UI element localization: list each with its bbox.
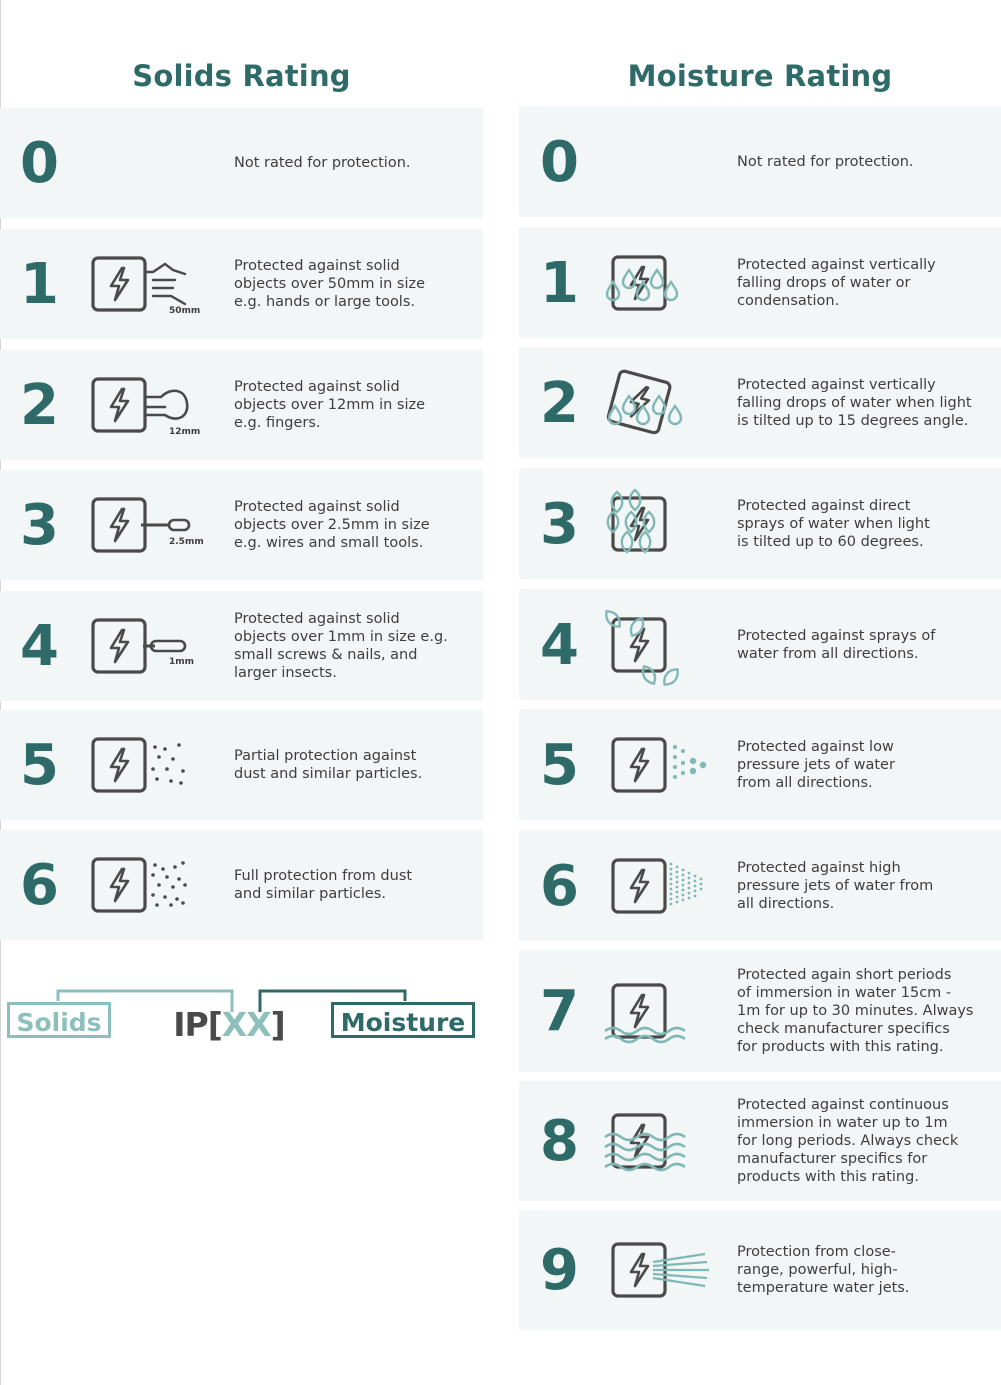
solids-rating-number: 2 bbox=[20, 373, 59, 438]
solids-rating-description: Protected against solid objects over 12mm in size e.g. fingers. bbox=[234, 379, 426, 431]
moisture-rating-description: Protection from close- range, powerful, high- temperature water jets. bbox=[737, 1244, 910, 1296]
size-label: 1mm bbox=[169, 657, 195, 667]
moisture-row-5 bbox=[519, 709, 1001, 820]
moisture-rating-description: Protected against continuous immersion in water up to 1m for long periods. Always check manufacturer specifics for products with this rating. bbox=[737, 1097, 959, 1185]
wire-icon bbox=[93, 620, 203, 690]
solids-row-4 bbox=[0, 591, 483, 701]
moisture-rating-description: Protected again short periods of immersion in water 15cm - 1m for up to 30 minutes. Always check manufacturer specifics for products with this rating. bbox=[737, 967, 974, 1055]
moisture-rating-description: Protected against vertically falling drops of water or condensation. bbox=[737, 257, 936, 309]
solids-rating-number: 0 bbox=[20, 131, 59, 196]
solids-rating-description: Full protection from dust and similar particles. bbox=[234, 868, 413, 902]
moisture-rating-number: 7 bbox=[540, 979, 579, 1044]
solids-rating-description: Protected against solid objects over 50mm in size e.g. hands or large tools. bbox=[234, 258, 426, 310]
solids-row-0 bbox=[0, 108, 483, 218]
moisture-row-6 bbox=[519, 830, 1001, 941]
tilted-drops-icon bbox=[613, 377, 723, 447]
hand-icon bbox=[93, 258, 203, 328]
moisture-rating-number: 3 bbox=[540, 491, 579, 557]
finger-icon bbox=[93, 379, 203, 449]
moisture-rating-heading: Moisture Rating bbox=[627, 59, 893, 93]
short-immersion-icon bbox=[613, 985, 723, 1055]
vertical-drops-icon bbox=[613, 257, 723, 327]
size-label: 50mm bbox=[169, 306, 201, 316]
moisture-row-0 bbox=[519, 106, 1001, 217]
spray-icon bbox=[613, 498, 723, 568]
moisture-rating-description: Not rated for protection. bbox=[737, 154, 914, 170]
ip-xx: XX bbox=[221, 1005, 271, 1044]
ip-suffix: ] bbox=[270, 1005, 285, 1044]
solids-rating-description: Protected against solid objects over 2.5mm in size e.g. wires and small tools. bbox=[234, 499, 430, 551]
legend-moisture-box: Moisture bbox=[331, 1002, 475, 1038]
moisture-rating-description: Protected against high pressure jets of water from all directions. bbox=[737, 860, 934, 912]
solids-rating-number: 4 bbox=[20, 614, 59, 679]
moisture-row-2 bbox=[519, 347, 1001, 458]
high-temp-jet-icon bbox=[613, 1244, 723, 1314]
dust-full-icon bbox=[93, 859, 203, 929]
solids-rating-heading: Solids Rating bbox=[132, 59, 351, 93]
moisture-rating-description: Protected against vertically falling drops of water when light is tilted up to 15 degrees angle. bbox=[737, 377, 972, 429]
solids-rating-number: 1 bbox=[20, 252, 59, 317]
legend-solids-box: Solids bbox=[7, 1002, 111, 1038]
solids-rating-description: Protected against solid objects over 1mm in size e.g. small screws & nails, and larger insects. bbox=[234, 611, 448, 681]
solids-row-2 bbox=[0, 350, 483, 460]
solids-rating-description: Not rated for protection. bbox=[234, 155, 411, 171]
moisture-rating-description: Protected against direct sprays of water when light is tilted up to 60 degrees. bbox=[737, 498, 930, 550]
moisture-row-9 bbox=[519, 1210, 1001, 1330]
screwdriver-icon bbox=[93, 499, 203, 569]
moisture-row-7 bbox=[519, 950, 1001, 1072]
solids-row-6 bbox=[0, 830, 483, 940]
moisture-rating-number: 6 bbox=[540, 853, 579, 919]
solids-rating-number: 6 bbox=[20, 853, 59, 918]
moisture-row-1 bbox=[519, 227, 1001, 338]
moisture-rating-number: 0 bbox=[540, 129, 579, 195]
size-label: 12mm bbox=[169, 427, 201, 437]
solids-rating-description: Partial protection against dust and similar particles. bbox=[234, 748, 423, 782]
high-pressure-jet-icon bbox=[613, 860, 723, 930]
solids-row-3 bbox=[0, 470, 483, 580]
dust-partial-icon bbox=[93, 739, 203, 809]
solids-rating-number: 3 bbox=[20, 493, 59, 558]
continuous-immersion-icon bbox=[613, 1115, 723, 1185]
moisture-rating-number: 2 bbox=[540, 370, 579, 436]
size-label: 2.5mm bbox=[169, 537, 204, 547]
moisture-rating-number: 1 bbox=[540, 250, 579, 316]
moisture-row-8 bbox=[519, 1081, 1001, 1201]
solids-row-5 bbox=[0, 710, 483, 820]
splash-all-directions-icon bbox=[613, 619, 723, 689]
low-pressure-jet-icon bbox=[613, 739, 723, 809]
ip-code bbox=[168, 1005, 290, 1045]
ip-prefix: IP[ bbox=[173, 1005, 222, 1044]
moisture-rating-number: 4 bbox=[540, 612, 579, 678]
moisture-rating-description: Protected against sprays of water from all directions. bbox=[737, 628, 936, 662]
solids-rating-number: 5 bbox=[20, 733, 59, 798]
moisture-row-3 bbox=[519, 468, 1001, 579]
moisture-rating-number: 9 bbox=[540, 1238, 579, 1303]
moisture-rating-number: 5 bbox=[540, 732, 579, 798]
moisture-row-4 bbox=[519, 589, 1001, 700]
solids-row-1 bbox=[0, 229, 483, 339]
moisture-rating-description: Protected against low pressure jets of water from all directions. bbox=[737, 739, 895, 791]
moisture-rating-number: 8 bbox=[540, 1109, 579, 1174]
